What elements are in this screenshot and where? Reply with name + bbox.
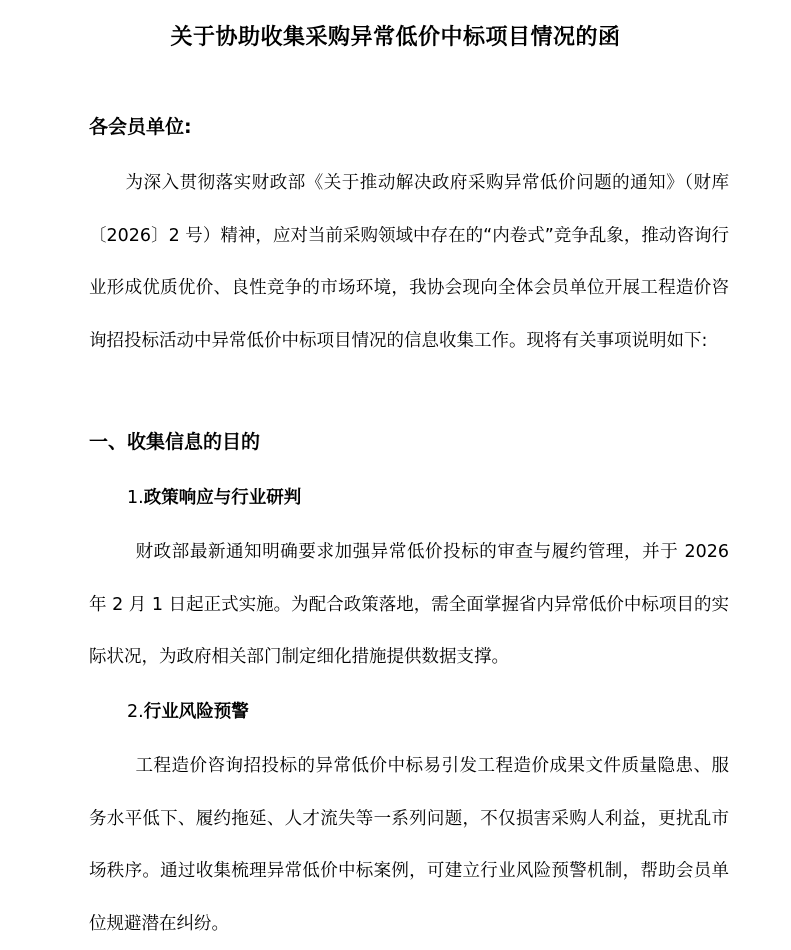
subsection-paragraph-text: 财政部最新通知明确要求加强异常低价投标的审查与履约管理，并于 2026 年 2 月 1 日起正式实施。为配合政策落地，需全面掌握省内异常低价中标项目的实际状况，为政府相关部门制定细化措施提供数据支撑。 [89,542,729,667]
subsection-heading-2 [127,698,249,726]
subsection-paragraph-2 [89,740,729,950]
subsection-heading-1 [127,484,301,512]
subsection-title: 行业风险预警 [143,702,249,722]
subsection-paragraph-text: 工程造价咨询招投标的异常低价中标易引发工程造价成果文件质量隐患、服务水平低下、履约拖延、人才流失等一系列问题，不仅损害采购人利益，更扰乱市场秩序。通过收集梳理异常低价中标案例，可建立行业风险预警机制，帮助会员单位规避潜在纠纷。 [89,756,729,934]
section-heading: 一、收集信息的目的 [89,431,261,453]
subsection-paragraph-1 [89,526,729,684]
subsection-title: 政策响应与行业研判 [143,488,302,508]
intro-paragraph [89,157,729,367]
document-title: 关于协助收集采购异常低价中标项目情况的函 [170,25,621,50]
subsection-number: 2. [127,702,144,722]
salutation: 各会员单位: [89,116,192,138]
subsection-number: 1. [127,488,144,508]
intro-paragraph-text: 为深入贯彻落实财政部《关于推动解决政府采购异常低价问题的通知》（财库〔2026〕2 号）精神，应对当前采购领域中存在的“内卷式”竞争乱象，推动咨询行业形成优质优价、良性竞争的市场环境，我协会现向全体会员单位开展工程造价咨询招投标活动中异常低价中标项目情况的信息收集工作。现将有关事项说明如下: [89,173,729,351]
